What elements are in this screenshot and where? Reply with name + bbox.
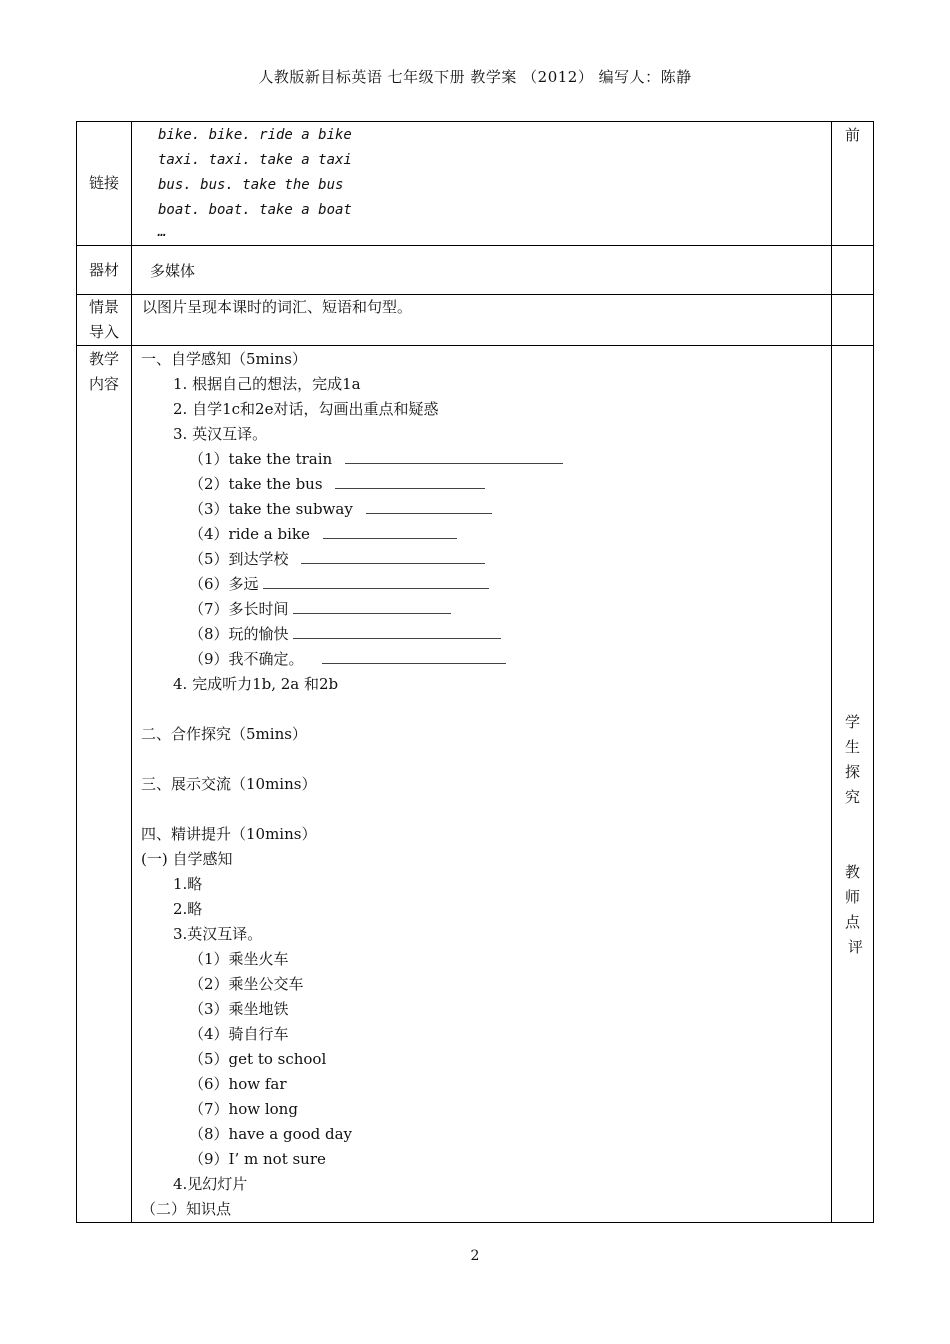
list-item: 3.英汉互译。 bbox=[173, 925, 263, 943]
translate-question bbox=[141, 522, 831, 547]
intro-content-cell bbox=[132, 295, 832, 346]
link-line: bike. bike. ride a bike bbox=[158, 127, 352, 143]
page-number: 2 bbox=[470, 1248, 480, 1264]
row-equipment bbox=[77, 246, 874, 295]
side-cell bbox=[832, 346, 874, 1223]
translate-answer: （3）乘坐地铁 bbox=[189, 1000, 289, 1018]
answer-blank[interactable] bbox=[293, 599, 451, 614]
answer-blank[interactable] bbox=[322, 649, 506, 664]
question-text: （8）玩的愉快 bbox=[189, 625, 289, 643]
side-char: 究 bbox=[844, 788, 860, 806]
translate-answer: （1）乘坐火车 bbox=[189, 950, 289, 968]
translate-question bbox=[141, 597, 831, 622]
question-text: （5）到达学校 bbox=[189, 550, 289, 568]
section-title: 三、展示交流（10mins） bbox=[141, 775, 317, 793]
section-title: 四、精讲提升（10mins） bbox=[141, 825, 317, 843]
translate-answer: （4）骑自行车 bbox=[189, 1025, 289, 1043]
spacer bbox=[141, 797, 831, 822]
spacer bbox=[141, 747, 831, 772]
lesson-plan-table bbox=[76, 121, 874, 1223]
row-intro bbox=[77, 295, 874, 346]
translate-question bbox=[141, 472, 831, 497]
answer-blank[interactable] bbox=[301, 549, 485, 564]
translate-question bbox=[141, 647, 831, 672]
equipment-text: 多媒体 bbox=[150, 261, 196, 280]
page-header: 人教版新目标英语 七年级下册 教学案 （2012） 编写人：陈静 bbox=[258, 68, 692, 86]
row-label: 内容 bbox=[88, 375, 119, 393]
label-cell bbox=[77, 295, 132, 346]
question-text: （4）ride a bike bbox=[189, 525, 310, 543]
question-text: （1）take the train bbox=[189, 450, 333, 468]
answer-blank[interactable] bbox=[263, 574, 489, 589]
label-cell bbox=[77, 122, 132, 246]
list-item: 2.略 bbox=[173, 900, 203, 918]
section-title: 二、合作探究（5mins） bbox=[141, 725, 307, 743]
side-cell bbox=[832, 246, 874, 295]
side-char: 教 bbox=[844, 863, 860, 881]
translate-answer: （7）how long bbox=[189, 1100, 298, 1118]
list-item: 4. 完成听力1b, 2a 和2b bbox=[173, 675, 339, 693]
question-text: （7）多长时间 bbox=[189, 600, 289, 618]
list-item: 3. 英汉互译。 bbox=[173, 425, 268, 443]
question-text: （3）take the subway bbox=[189, 500, 353, 518]
row-link bbox=[77, 122, 874, 246]
label-cell bbox=[77, 346, 132, 1223]
label-cell bbox=[77, 246, 132, 295]
row-label: 器材 bbox=[88, 260, 119, 279]
side-cell bbox=[832, 122, 874, 246]
answer-blank[interactable] bbox=[323, 524, 457, 539]
link-content-cell bbox=[132, 122, 832, 246]
subsection-title: （二）知识点 bbox=[141, 1200, 232, 1218]
list-item: 1.略 bbox=[173, 875, 203, 893]
translate-question bbox=[141, 447, 831, 472]
side-char: 生 bbox=[844, 738, 860, 756]
row-label: 情景 bbox=[88, 298, 119, 316]
row-label: 链接 bbox=[88, 174, 119, 192]
section-title: 一、自学感知（5mins） bbox=[141, 350, 307, 368]
link-line: boat. boat. take a boat bbox=[158, 202, 352, 218]
side-char: 点 bbox=[844, 913, 860, 931]
translate-answer: （2）乘坐公交车 bbox=[189, 975, 304, 993]
translate-answer: （8）have a good day bbox=[189, 1125, 353, 1143]
spacer bbox=[141, 697, 831, 722]
translate-answer: （6）how far bbox=[189, 1075, 287, 1093]
list-item: 2. 自学1c和2e对话，勾画出重点和疑惑 bbox=[173, 400, 439, 418]
side-char: 学 bbox=[844, 713, 860, 731]
subsection-title: (一) 自学感知 bbox=[141, 850, 233, 868]
translate-question bbox=[141, 547, 831, 572]
row-label: 教学 bbox=[88, 350, 119, 368]
side-cell bbox=[832, 295, 874, 346]
answer-blank[interactable] bbox=[335, 474, 485, 489]
question-text: （9）我不确定。 bbox=[189, 650, 304, 668]
list-item: 1. 根据自己的想法，完成1a bbox=[173, 375, 361, 393]
link-line: … bbox=[158, 224, 167, 240]
equipment-content-cell bbox=[132, 246, 832, 295]
intro-text: 以图片呈现本课时的词汇、短语和句型。 bbox=[142, 298, 413, 316]
side-char: 评 bbox=[847, 938, 863, 956]
link-line: bus. bus. take the bus bbox=[158, 177, 344, 193]
translate-question bbox=[141, 497, 831, 522]
side-char: 探 bbox=[844, 763, 860, 781]
side-note: 前 bbox=[844, 126, 860, 144]
question-text: （6）多远 bbox=[189, 575, 259, 593]
translate-question bbox=[141, 572, 831, 597]
answer-blank[interactable] bbox=[293, 624, 501, 639]
answer-blank[interactable] bbox=[345, 449, 563, 464]
question-text: （2）take the bus bbox=[189, 475, 323, 493]
teaching-content-cell bbox=[132, 346, 832, 1223]
translate-answer: （5）get to school bbox=[189, 1050, 327, 1068]
row-content bbox=[77, 346, 874, 1223]
list-item: 4.见幻灯片 bbox=[173, 1175, 248, 1193]
answer-blank[interactable] bbox=[366, 499, 492, 514]
translate-question bbox=[141, 622, 831, 647]
translate-answer: （9）I’ m not sure bbox=[189, 1150, 326, 1168]
row-label: 导入 bbox=[88, 323, 119, 341]
side-char: 师 bbox=[844, 888, 860, 906]
link-line: taxi. taxi. take a taxi bbox=[158, 152, 352, 168]
